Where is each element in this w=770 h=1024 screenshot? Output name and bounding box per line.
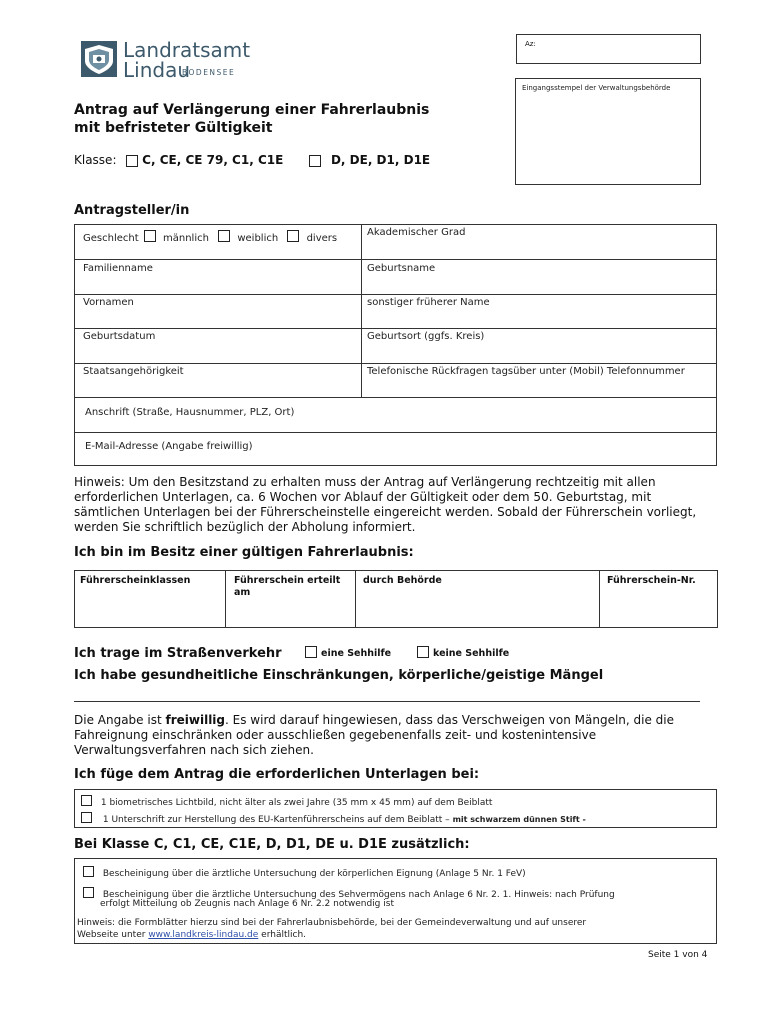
row-divider [75,363,716,364]
gender-row [83,230,337,244]
klasse-c-checkbox[interactable] [126,155,138,167]
column-divider [225,571,226,627]
lichtbild-checkbox[interactable] [81,795,92,806]
unterschrift-checkbox[interactable] [81,812,92,823]
weiblich-label: weiblich [237,233,279,244]
website-link[interactable]: www.landkreis-lindau.de [148,930,259,940]
klasse-c-label: C, CE, CE 79, C1, C1E [142,153,284,167]
sehhilfe-yes-checkbox[interactable] [305,646,317,658]
column-divider [361,225,362,397]
applicant-heading: Antragsteller/in [74,203,190,218]
familienname-field[interactable]: Familienname [83,263,153,274]
zusatz-heading: Bei Klasse C, C1, CE, C1E, D, D1, DE u. D1E zusätzlich: [74,837,470,852]
fs-col-klassen: Führerscheinklassen [80,575,191,586]
unterlagen-item-2 [81,812,586,825]
logo-text-line2: Lindau [123,58,191,82]
landratsamt-logo-icon [81,41,117,77]
page-number: Seite 1 von 4 [648,950,708,960]
sehhilfe-yes-label: eine Sehhilfe [321,648,392,659]
hinweis-post: erhältlich. [258,930,307,940]
zusatz-hinweis-1: Hinweis: die Formblätter hierzu sind bei der Fahrerlaubnisbehörde, bei der Gemeindeverwaltung und auf unserer [77,918,587,928]
stamp-box [515,78,701,185]
klasse-d-label: D, DE, D1, D1E [330,153,431,167]
row-divider [75,432,716,433]
sehhilfe-no-label: keine Sehhilfe [433,648,510,659]
akademischer-grad-field[interactable]: Akademischer Grad [367,227,466,238]
geburtsdatum-field[interactable]: Geburtsdatum [83,331,156,342]
row-divider [75,397,716,398]
fs-col-erteilt: Führerschein erteilt am [234,575,341,598]
hinweis-paragraph: Hinweis: Um den Besitzstand zu erhalten muss der Antrag auf Verlängerung rechtzeitig mit allen erforderlichen Unterlagen, ca. 6 Wochen vor Ablauf der Gültigkeit oder dem 50. Geburtstag, mit sämtlichen Unterlagen bei der Führerscheinstelle eingereicht werden. Sobald der Führerschein vorliegt, werden Sie schriftlich bezüglich der Abholung informiert. [74,475,697,534]
klasse-row [74,153,430,167]
maennlich-checkbox[interactable] [144,230,156,242]
geburtsname-field[interactable]: Geburtsname [367,263,436,274]
zusatz-item-1 [83,866,526,879]
sehvermoegen-label-2: erfolgt Mitteilung ob Zeugnis nach Anlage 6 Nr. 2.2 notwendig ist [100,899,394,909]
freiwillig-bold: freiwillig [165,713,226,727]
einschraenkungen-input-line[interactable] [74,701,700,702]
klasse-label: Klasse: [74,153,117,167]
sehhilfe-label: Ich trage im Straßenverkehr [74,646,282,661]
unterlagen-box [74,789,717,828]
column-divider [355,571,356,627]
unterlagen-item-1 [81,795,492,808]
column-divider [599,571,600,627]
fs-col-behoerde: durch Behörde [363,575,442,586]
klasse-d-checkbox[interactable] [309,155,321,167]
koerperlich-label: Bescheinigung über die ärztliche Untersuchung der körperlichen Eignung (Anlage 5 Nr. 1 FeV) [102,869,526,879]
logo-text-line1: Landratsamt [123,38,251,62]
az-label: Az: [525,40,536,48]
sehvermoegen-label-1: Bescheinigung über die ärztliche Untersuchung des Sehvermögens nach Anlage 6 Nr. 2. 1. Hinweis: nach Prüfung [102,890,615,900]
lichtbild-label: 1 biometrisches Lichtbild, nicht älter als zwei Jahre (35 mm x 45 mm) auf dem Beiblatt [100,798,493,808]
geschlecht-label: Geschlecht [83,233,139,244]
besitz-heading: Ich bin im Besitz einer gültigen Fahrerlaubnis: [74,545,414,560]
einschraenkungen-heading: Ich habe gesundheitliche Einschränkungen, körperliche/geistige Mängel [74,668,604,683]
stamp-label: Eingangsstempel der Verwaltungsbehörde [522,84,671,92]
freiwillig-post: . Es wird darauf hingewiesen, dass das Verschweigen von Mängeln, die die Fahreignung einschränken oder ausschließen gegebenenfalls zeit- und kostenintensive Verwaltungsverfahren nach sich ziehen. [74,713,674,757]
applicant-table [74,224,717,466]
weiblich-checkbox[interactable] [218,230,230,242]
freiwillig-paragraph [74,713,720,758]
unterschrift-label: 1 Unterschrift zur Herstellung des EU-Kartenführerscheins auf dem Beiblatt – [102,815,450,825]
row-divider [75,328,716,329]
staatsangehoerigkeit-field[interactable]: Staatsangehörigkeit [83,366,184,377]
fs-col-nummer: Führerschein-Nr. [607,575,696,586]
unterlagen-heading: Ich füge dem Antrag die erforderlichen Unterlagen bei: [74,767,480,782]
telefon-field[interactable]: Telefonische Rückfragen tagsüber unter (Mobil) Telefonnummer [367,366,685,377]
az-field[interactable] [516,34,701,64]
logo-subtitle: BODENSEE [182,68,236,77]
divers-label: divers [306,233,338,244]
fuehrerschein-table [74,570,718,628]
divers-checkbox[interactable] [287,230,299,242]
row-divider [75,259,716,260]
maennlich-label: männlich [163,233,209,244]
form-title-line2: mit befristeter Gültigkeit [74,120,273,136]
sehvermoegen-checkbox[interactable] [83,887,94,898]
freiwillig-pre: Die Angabe ist [74,713,166,727]
unterschrift-bold: mit schwarzem dünnen Stift - [452,815,586,824]
geburtsort-field[interactable]: Geburtsort (ggfs. Kreis) [367,331,485,342]
hinweis-pre: Webseite unter [77,930,149,940]
anschrift-field[interactable]: Anschrift (Straße, Hausnummer, PLZ, Ort) [85,407,295,418]
row-divider [75,294,716,295]
zusatz-box [74,858,717,944]
email-field[interactable]: E-Mail-Adresse (Angabe freiwillig) [85,441,253,452]
frueherer-name-field[interactable]: sonstiger früherer Name [367,297,490,308]
form-title-line1: Antrag auf Verlängerung einer Fahrerlaubnis [74,102,430,118]
sehhilfe-no-checkbox[interactable] [417,646,429,658]
vornamen-field[interactable]: Vornamen [83,297,134,308]
zusatz-hinweis-2 [77,930,306,940]
koerperlich-checkbox[interactable] [83,866,94,877]
